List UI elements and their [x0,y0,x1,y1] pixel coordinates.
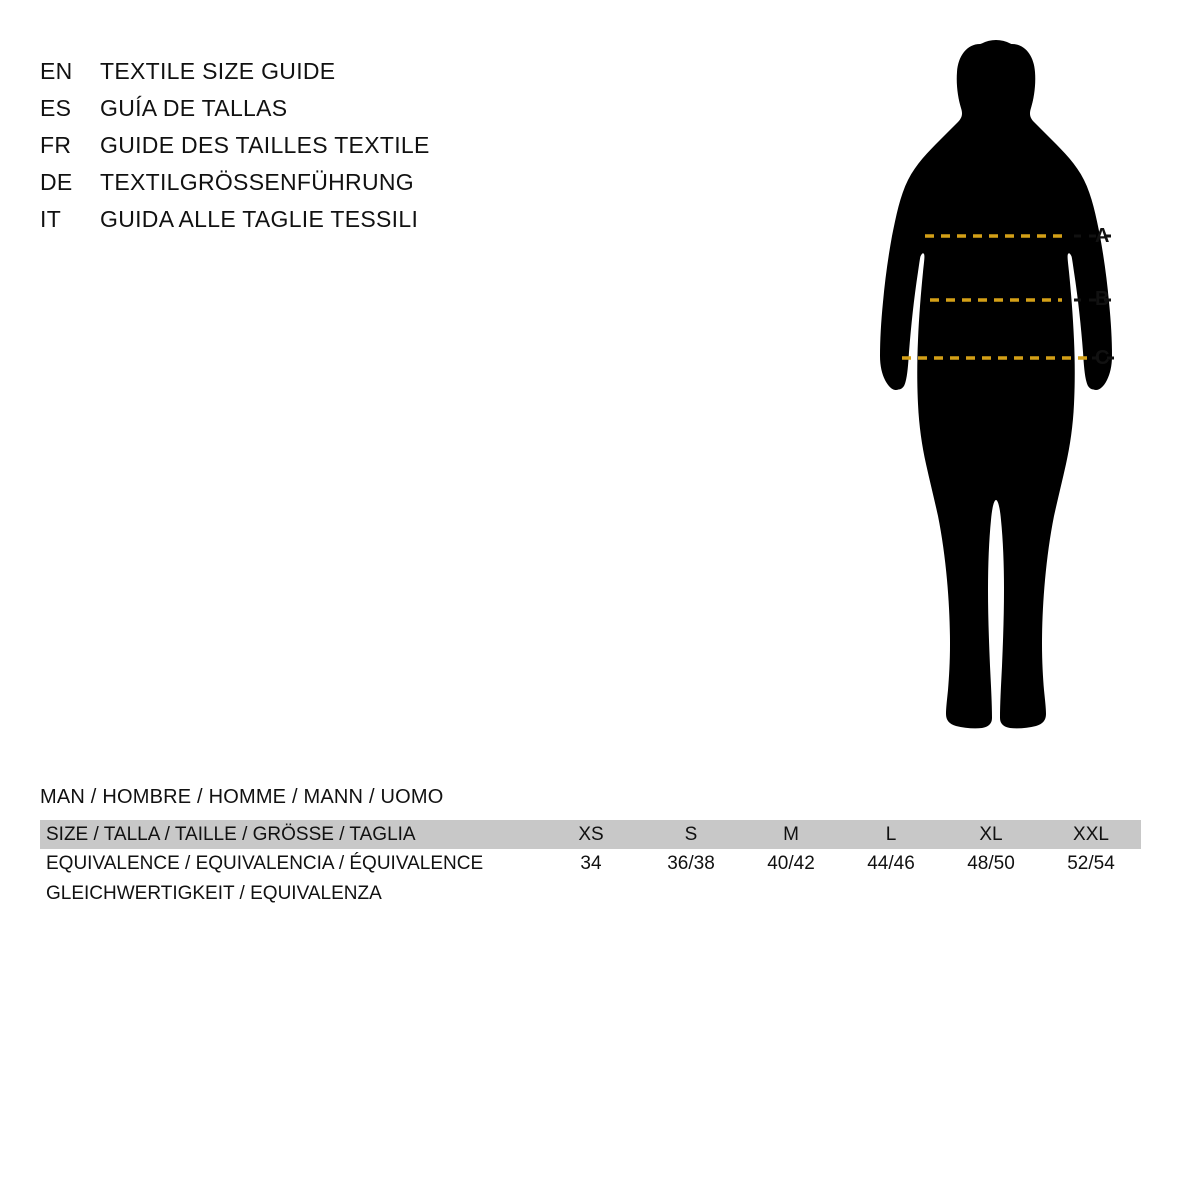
spacer-5 [941,879,1041,909]
table-row-secondary [40,879,1141,909]
equivalence-xl: 48/50 [967,853,1015,874]
title-text-it: GUIDA ALLE TAGLIE TESSILI [100,206,419,232]
title-text-de: TEXTILGRÖSSENFÜHRUNG [100,169,414,195]
size-table [40,820,1141,909]
title-block [40,58,430,243]
size-guide-figure [830,40,1160,740]
size-table-section [40,786,1135,909]
title-lang-it: IT [40,206,62,232]
title-row-de [40,169,430,206]
title-row-es [40,95,430,132]
spacer-1 [541,879,641,909]
equivalence-s: 36/38 [667,853,715,874]
spacer-3 [741,879,841,909]
header-size-xxl: XXL [1041,820,1141,849]
title-row-it [40,206,430,243]
table-caption: MAN / HOMBRE / HOMME / MANN / UOMO [40,786,444,808]
table-row [40,849,1141,879]
header-size-xl: XL [941,820,1041,849]
spacer-4 [841,879,941,909]
table-header-row [40,820,1141,849]
header-size-label: SIZE / TALLA / TAILLE / GRÖSSE / TAGLIA [40,820,541,849]
spacer-6 [1041,879,1141,909]
measurement-label-c: C [1095,347,1110,369]
title-text-es: GUÍA DE TALLAS [100,95,288,121]
title-lang-de: DE [40,169,73,195]
title-lang-fr: FR [40,132,72,158]
title-lang-en: EN [40,58,73,84]
header-size-s: S [641,820,741,849]
row-label-equivalence: EQUIVALENCE / EQUIVALENCIA / ÉQUIVALENCE [46,853,484,874]
body-silhouette-icon [830,40,1160,740]
title-text-fr: GUIDE DES TAILLES TEXTILE [100,132,430,158]
measurement-label-b: B [1095,288,1110,310]
title-lang-es: ES [40,95,72,121]
row-label-equivalence-line2: GLEICHWERTIGKEIT / EQUIVALENZA [46,883,382,904]
spacer-2 [641,879,741,909]
measurement-label-a: A [1095,225,1110,247]
title-row-en [40,58,430,95]
title-text-en: TEXTILE SIZE GUIDE [100,58,336,84]
equivalence-m: 40/42 [767,853,815,874]
header-size-m: M [741,820,841,849]
equivalence-l: 44/46 [867,853,915,874]
equivalence-xs: 34 [580,853,602,874]
header-size-xs: XS [541,820,641,849]
header-size-l: L [841,820,941,849]
equivalence-xxl: 52/54 [1067,853,1115,874]
title-row-fr [40,132,430,169]
